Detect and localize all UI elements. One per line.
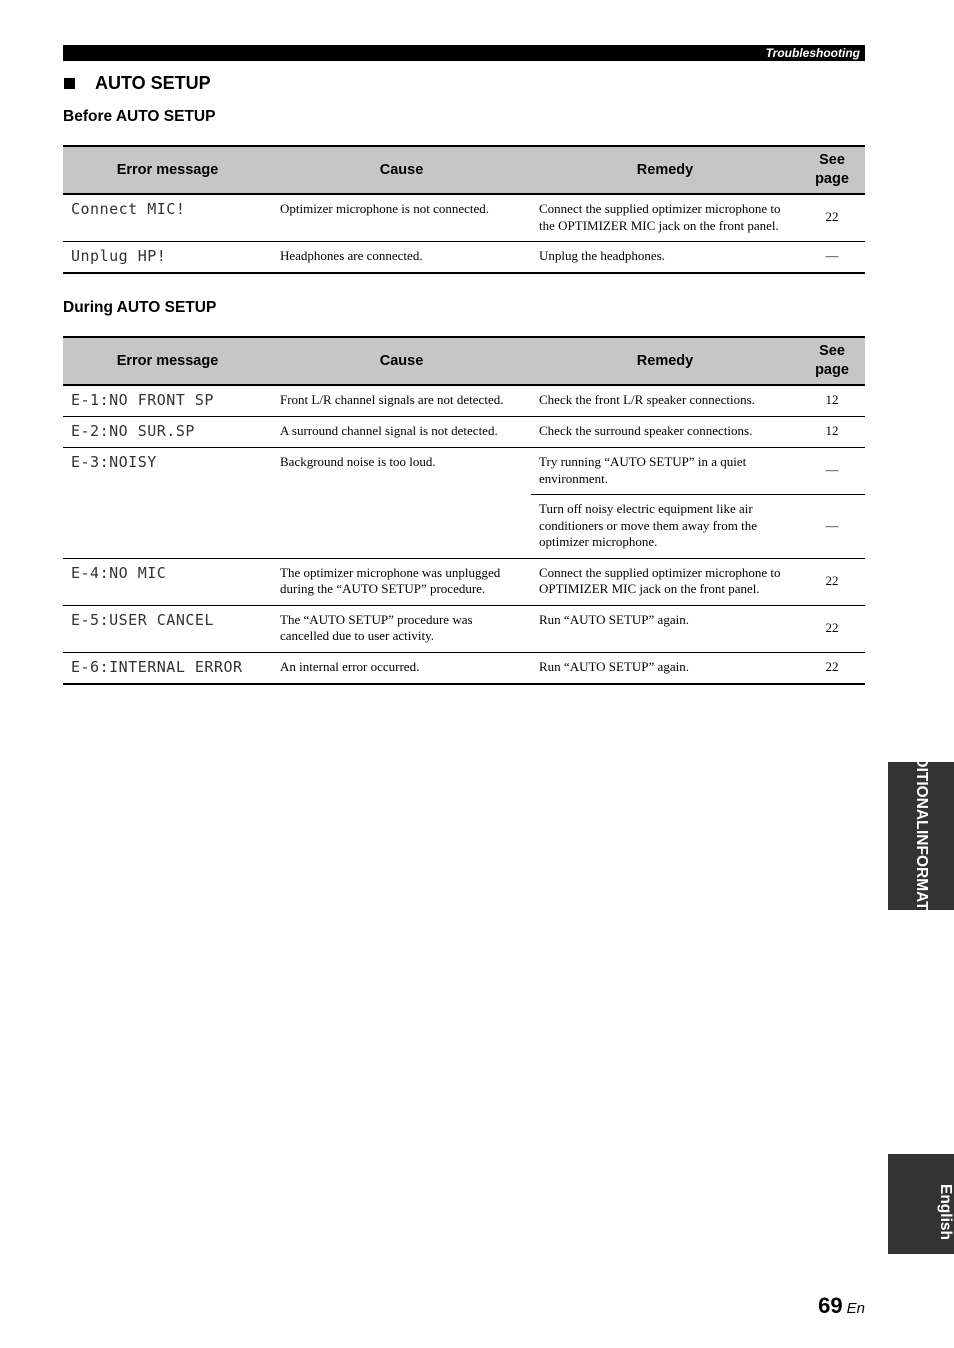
remedy-cell: Turn off noisy electric equipment like air conditioners or move them away from the optimizer microphone.: [531, 495, 799, 559]
table-row: [63, 194, 865, 242]
col-header-remedy: Remedy: [531, 146, 799, 194]
page-ref: —: [799, 448, 865, 495]
error-code: Unplug HP!: [63, 242, 272, 274]
col-header-page: See page: [799, 146, 865, 194]
error-code: E-3:NOISY: [63, 448, 272, 559]
remedy-cell: Unplug the headphones.: [531, 242, 799, 274]
page-ref: 12: [799, 417, 865, 448]
table-row: [63, 605, 865, 652]
col-header-error: Error message: [63, 337, 272, 385]
page-ref: 22: [799, 558, 865, 605]
side-tab-line-1: ADDITIONAL: [913, 734, 930, 830]
table-row: [63, 385, 865, 417]
error-code: E-6:INTERNAL ERROR: [63, 652, 272, 684]
header-bar: [63, 45, 865, 61]
page-language-suffix: En: [846, 1300, 865, 1317]
remedy-cell: Check the front L/R speaker connections.: [531, 385, 799, 417]
table-header-row: [63, 146, 865, 194]
side-tab-language-label: English: [937, 1184, 954, 1240]
cause-cell: Optimizer microphone is not connected.: [272, 194, 531, 242]
during-heading: During AUTO SETUP: [63, 299, 217, 316]
cause-cell: Headphones are connected.: [272, 242, 531, 274]
table-row: [63, 652, 865, 684]
col-header-page: See page: [799, 337, 865, 385]
running-title: Troubleshooting: [765, 46, 860, 60]
remedy-cell: Run “AUTO SETUP” again.: [531, 605, 799, 652]
cause-cell: An internal error occurred.: [272, 652, 531, 684]
error-code: E-5:USER CANCEL: [63, 605, 272, 652]
table-row: [63, 417, 865, 448]
cause-cell: The “AUTO SETUP” procedure was cancelled due to user activity.: [272, 605, 531, 652]
section-title-text: AUTO SETUP: [95, 73, 211, 93]
page-ref: 22: [799, 652, 865, 684]
cause-cell: A surround channel signal is not detected.: [272, 417, 531, 448]
side-tab-language: [888, 1154, 954, 1254]
table-row: [63, 558, 865, 605]
remedy-cell: Run “AUTO SETUP” again.: [531, 652, 799, 684]
error-code: E-1:NO FRONT SP: [63, 385, 272, 417]
cause-cell: The optimizer microphone was unplugged during the “AUTO SETUP” procedure.: [272, 558, 531, 605]
square-bullet-icon: [64, 78, 75, 89]
page-number: [818, 1293, 865, 1319]
table-row: [63, 448, 865, 495]
side-tab-additional-information: [888, 734, 954, 938]
error-code: Connect MIC!: [63, 194, 272, 242]
col-header-error: Error message: [63, 146, 272, 194]
col-header-remedy: Remedy: [531, 337, 799, 385]
col-header-cause: Cause: [272, 337, 531, 385]
page-ref: 22: [799, 194, 865, 242]
remedy-cell: Check the surround speaker connections.: [531, 417, 799, 448]
cause-cell: Front L/R channel signals are not detected.: [272, 385, 531, 417]
side-tab-line-2: INFORMATION: [913, 829, 930, 938]
table-row: [63, 242, 865, 274]
col-header-cause: Cause: [272, 146, 531, 194]
remedy-cell: Connect the supplied optimizer microphone to OPTIMIZER MIC jack on the front panel.: [531, 558, 799, 605]
page-number-value: 69: [818, 1293, 843, 1318]
page-ref: 22: [799, 605, 865, 652]
error-code: E-2:NO SUR.SP: [63, 417, 272, 448]
cause-cell: Background noise is too loud.: [272, 448, 531, 559]
page-ref: —: [799, 242, 865, 274]
page-ref: —: [799, 495, 865, 559]
before-table: [63, 145, 865, 274]
section-title: [63, 73, 211, 94]
table-header-row: [63, 337, 865, 385]
before-heading: Before AUTO SETUP: [63, 108, 216, 125]
remedy-cell: Try running “AUTO SETUP” in a quiet environment.: [531, 448, 799, 495]
page-ref: 12: [799, 385, 865, 417]
remedy-cell: Connect the supplied optimizer microphone to the OPTIMIZER MIC jack on the front panel.: [531, 194, 799, 242]
during-table: [63, 336, 865, 685]
error-code: E-4:NO MIC: [63, 558, 272, 605]
